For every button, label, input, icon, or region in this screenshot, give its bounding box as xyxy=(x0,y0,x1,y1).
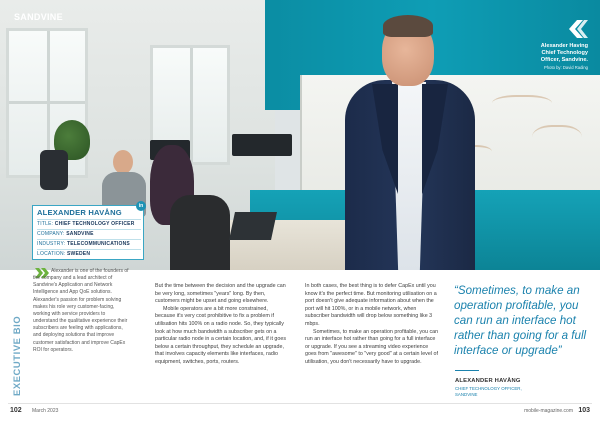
executive-bio-card xyxy=(32,205,144,260)
divider xyxy=(37,249,141,250)
photo-caption xyxy=(498,43,588,71)
quote-title-line: SANDVINE xyxy=(455,391,478,397)
caption-line: Chief Technology xyxy=(541,50,588,56)
section-tag: SANDVINE xyxy=(14,12,63,22)
bio-row-label: INDUSTRY: xyxy=(37,241,66,247)
quote-attribution-title xyxy=(455,386,522,397)
seated-woman-body xyxy=(170,195,230,270)
bio-paragraph: Alexander is one of the founders of the company and a lead architect of Sandvine's Application and Network Intelligence and App QoE solutions. Alexander's passion for problem solving makes his role very customer-facing, working with service providers to understand the qualitative experience their subscribers are feeling with applications, and deploying solutions that improve customer satisfaction and improve CapEx ROI for operators. xyxy=(33,268,129,353)
page-number-left: 102 xyxy=(10,407,22,414)
monitor xyxy=(232,134,292,156)
photo-credit: Photo by: David Rading xyxy=(544,65,588,70)
divider xyxy=(455,370,479,371)
bio-name: ALEXANDER HAVÅNG xyxy=(37,208,122,217)
seated-man-head xyxy=(113,150,133,174)
article-paragraph: Sometimes, to make an operation profitable, you can run an interface hot rather than going for a full interface or upgrade. If you see a streaming video experience goes from "awesome" to "very good" at a certain level of utilisation, you don't necessarily have to upgrade. xyxy=(305,328,439,365)
article-column-1 xyxy=(155,283,287,367)
article-paragraph: Mobile operators are a bit more constrained, because it's very cost prohibitive to fix a problem if utilisation hits 100% on a radio node. So, they typically look at how much bandwidth a subscriber gets on a particular radio node in a certain location, and, if it goes below a certain throughput, they schedule an upgrade, that involves capacity elements like interfaces, radio equipment, switches, ports, routers. xyxy=(155,305,287,365)
office-chair xyxy=(40,150,68,190)
quote-title-line: CHIEF TECHNOLOGY OFFICER, xyxy=(455,386,522,391)
article-paragraph: But the time between the decision and the upgrade can be very long, sometimes "years" long. By then, customers might be upset and going elsewhere. xyxy=(155,283,286,305)
article-paragraph: In both cases, the best thing is to defer CapEx until you know it's the perfect time. But monitoring utilisation on a port doesn't give adequate information about when the port will hit 100%, or in a mobile network, when subscriber bandwidth will drop below something like 3 mbps. xyxy=(305,283,437,327)
bio-row-location xyxy=(37,251,90,257)
site-url[interactable]: mobile-magazine.com xyxy=(524,408,573,414)
caption-line: Officer, Sandvine. xyxy=(540,57,588,63)
divider xyxy=(37,229,141,230)
bio-row-label: LOCATION: xyxy=(37,251,66,257)
double-chevron-logo-icon xyxy=(568,20,588,38)
bio-row-label: COMPANY: xyxy=(37,231,65,237)
executive-hair xyxy=(383,15,433,37)
bio-row-value: CHIEF TECHNOLOGY OFFICER xyxy=(54,221,135,227)
divider xyxy=(37,239,141,240)
quote-attribution-name: ALEXANDER HAVÅNG xyxy=(455,378,521,384)
bio-row-company xyxy=(37,231,94,237)
bio-row-industry xyxy=(37,241,130,247)
bio-row-label: TITLE: xyxy=(37,221,54,227)
caption-line: Alexander Having xyxy=(540,43,588,49)
page-number-right: 103 xyxy=(578,407,590,414)
divider xyxy=(8,403,592,404)
bio-row-value: SWEDEN xyxy=(66,251,91,257)
divider xyxy=(37,219,141,220)
bio-row-value: SANDVINE xyxy=(66,231,94,237)
issue-date: March 2023 xyxy=(32,408,59,414)
bio-row-title xyxy=(37,221,135,227)
linkedin-icon[interactable]: in xyxy=(136,201,146,211)
executive-bio-label: EXECUTIVE BIO xyxy=(11,315,22,396)
bio-row-value: TELECOMMUNICATIONS xyxy=(66,241,130,247)
article-column-2 xyxy=(305,283,439,367)
pull-quote: “Sometimes, to make an operation profitable, you can run an interface hot rather than going for a full interface or upgrade” xyxy=(454,284,587,357)
laptop xyxy=(229,212,277,240)
